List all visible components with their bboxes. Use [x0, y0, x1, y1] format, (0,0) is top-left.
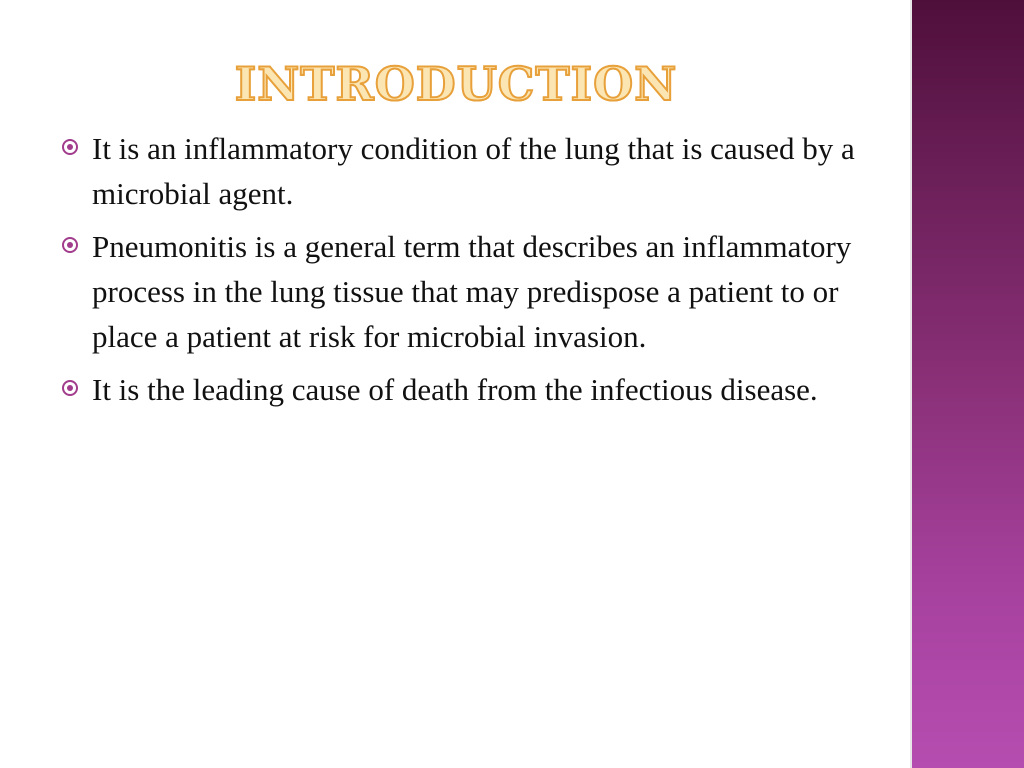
- radio-bullet-icon: [62, 139, 78, 155]
- bullet-text-3: It is the leading cause of death from the infectious disease.: [92, 372, 818, 407]
- bullet-item-3: [58, 367, 858, 412]
- bullet-item-2: [58, 224, 858, 359]
- radio-bullet-icon: [62, 237, 78, 253]
- side-decorative-band: [912, 0, 1024, 768]
- slide-title: INTRODUCTION: [234, 57, 678, 111]
- bullet-text-1: It is an inflammatory condition of the lung that is caused by a microbial agent.: [92, 131, 855, 211]
- bullet-list: [58, 126, 858, 420]
- radio-bullet-icon: [62, 380, 78, 396]
- bullet-item-1: [58, 126, 858, 216]
- bullet-text-2: Pneumonitis is a general term that describes an inflammatory process in the lung tissue that may predispose a patient to or place a patient at risk for microbial invasion.: [92, 229, 852, 354]
